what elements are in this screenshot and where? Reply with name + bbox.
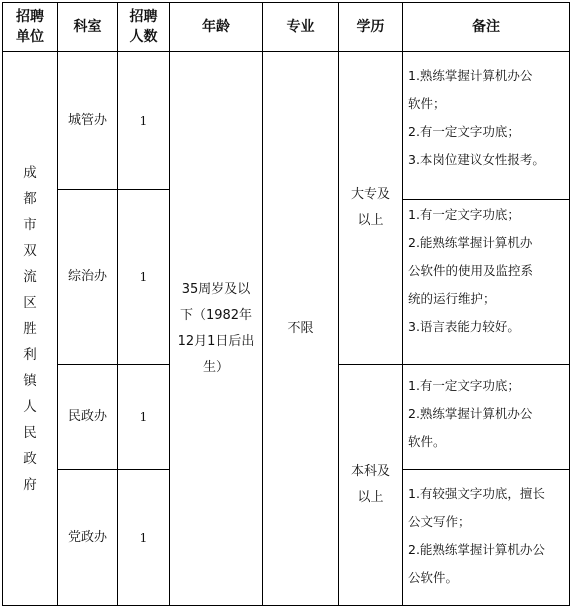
header-major: 专业	[286, 19, 315, 35]
dept-cell: 党政办	[67, 529, 107, 545]
major-cell: 不限	[287, 320, 314, 336]
header-education: 学历	[356, 19, 385, 35]
age-cell	[170, 52, 262, 605]
header-count: 招聘人数	[129, 9, 158, 45]
header-unit: 招聘单位	[16, 9, 44, 45]
education-cell: 大专及以上	[350, 187, 390, 228]
remarks-cell: 1.有一定文字功底； 2.熟练掌握计算机办公 软件。	[408, 378, 533, 449]
age-requirement: 35周岁及以下（1982年12月1日后出生）	[177, 281, 255, 375]
count-cell: 1	[139, 113, 148, 128]
unit-name: 成都市双流区胜利镇人民政府	[23, 164, 37, 493]
count-cell: 1	[139, 270, 148, 284]
dept-cell: 城管办	[67, 112, 107, 128]
count-cell: 1	[139, 530, 148, 545]
header-remarks: 备注	[472, 19, 500, 35]
education-cell: 本科及以上	[350, 464, 390, 505]
remarks-cell: 1.熟练掌握计算机办公 软件； 2.有一定文字功底； 3.本岗位建议女性报考。	[408, 68, 545, 167]
dept-cell: 综治办	[67, 269, 107, 284]
remarks-cell: 1.有较强文字功底，擅长 公文写作； 2.能熟练掌握计算机办公 公软件。	[408, 486, 545, 585]
dept-cell: 民政办	[67, 409, 107, 424]
remarks-cell: 1.有一定文字功底； 2.能熟练掌握计算机办 公软件的使用及监控系 统的运行维护； 3.语言表能力较好。	[408, 207, 534, 334]
count-cell: 1	[139, 410, 148, 424]
header-dept: 科室	[73, 19, 102, 35]
recruitment-table	[2, 2, 570, 606]
unit-cell	[3, 52, 57, 605]
header-age: 年龄	[202, 19, 230, 35]
